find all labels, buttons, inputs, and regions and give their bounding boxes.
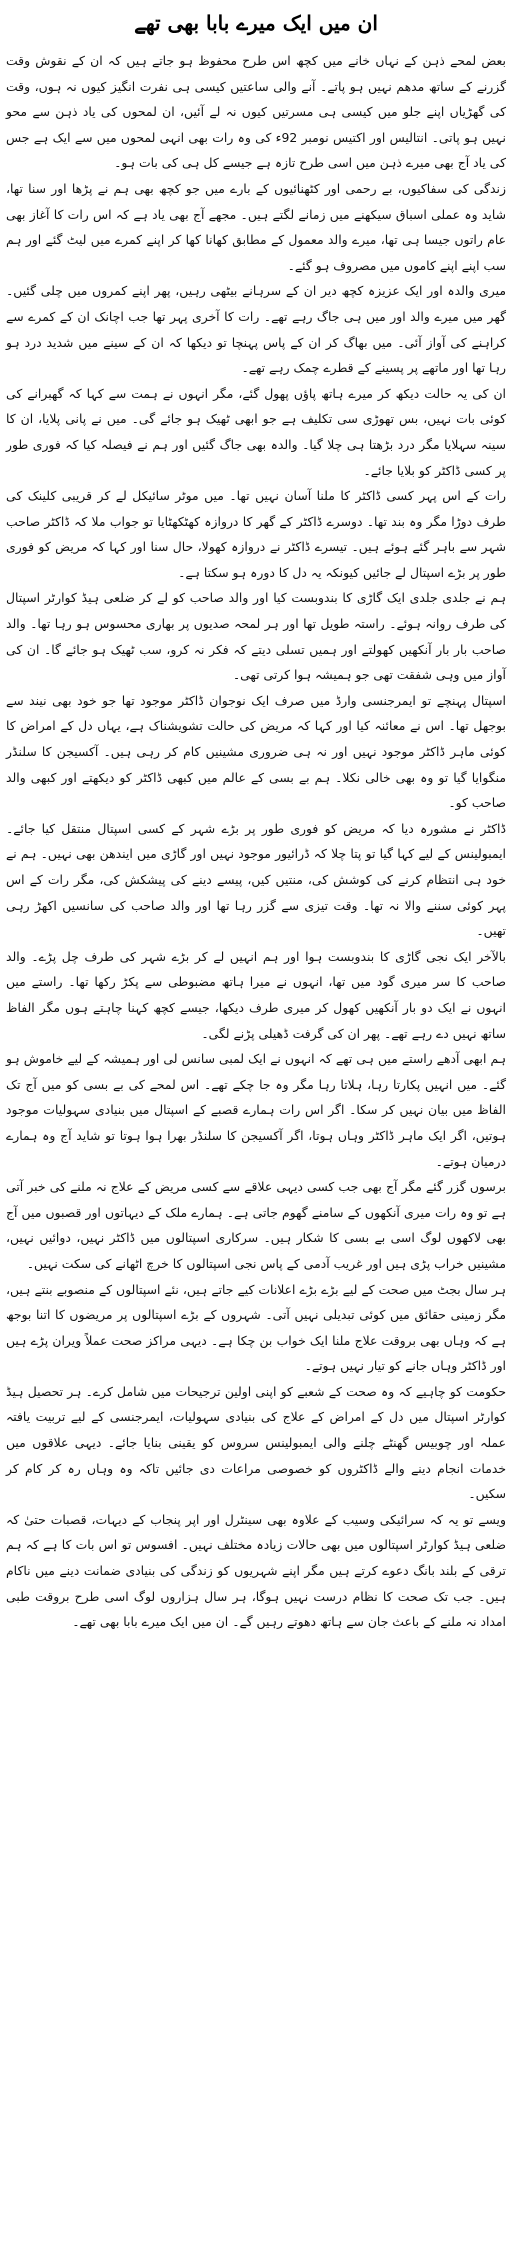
- article-paragraph: ان کی یہ حالت دیکھ کر میرے ہاتھ پاؤں پھول گئے، مگر انہوں نے ہمت سے کہا کہ گھبرانے کی کوئی بات نہیں، بس تھوڑی سی تکلیف ہے جو ابھی ٹھیک ہو جائے گی۔ میں نے پانی پلایا، ان کا سینہ سہلایا مگر درد بڑھتا ہی چلا گیا۔ والدہ بھی جاگ گئیں اور ہم نے فیصلہ کیا کہ فوری طور پر کسی ڈاکٹر کو بلایا جائے۔: [6, 385, 506, 478]
- article-paragraph: برسوں گزر گئے مگر آج بھی جب کسی دیہی علاقے سے کسی مریض کے علاج نہ ملنے کی خبر آتی ہے تو وہ رات میری آنکھوں کے سامنے گھوم جاتی ہے۔ ہمارے ملک کے دیہاتوں اور قصبوں میں آج بھی لاکھوں لوگ اسی بے بسی کا شکار ہیں۔ سرکاری اسپتالوں میں ڈاکٹر نہیں، دوائیں نہیں، مشینیں خراب پڑی ہیں اور غریب آدمی کے پاس نجی اسپتالوں کا خرچ اٹھانے کی سکت نہیں۔: [6, 1179, 506, 1271]
- article-paragraph: میری والدہ اور ایک عزیزہ کچھ دیر ان کے سرہانے بیٹھی رہیں، پھر اپنے کمروں میں چلی گئیں۔ گھر میں میرے والد اور میں ہی جاگ رہے تھے۔ رات کا آخری پہر تھا جب اچانک ان کے کمرے سے کراہنے کی آواز آئی۔ میں بھاگ کر ان کے پاس پہنچا تو دیکھا کہ ان کے سینے میں شدید درد ہو رہا تھا اور ماتھے پر پسینے کے قطرے چمک رہے تھے۔: [6, 283, 506, 376]
- article-paragraph: ہر سال بجٹ میں صحت کے لیے بڑے بڑے اعلانات کیے جاتے ہیں، نئے اسپتالوں کے منصوبے بنتے ہیں، مگر زمینی حقائق میں کوئی تبدیلی نہیں آتی۔ شہروں کے بڑے اسپتالوں پر مریضوں کا اتنا بوجھ ہے کہ وہاں بھی بروقت علاج ملنا ایک خواب بن چکا ہے۔ دیہی مراکز صحت عملاً ویران پڑے ہیں اور ڈاکٹر وہاں جانے کو تیار نہیں ہوتے۔: [6, 1281, 506, 1374]
- article-paragraph: زندگی کی سفاکیوں، بے رحمی اور کٹھنائیوں کے بارے میں جو کچھ بھی ہم نے پڑھا اور سنا تھا، شاید وہ عملی اسباق سیکھنے میں زمانے لگتے ہیں۔ مجھے آج بھی یاد ہے کہ اس رات کا آغاز بھی عام راتوں جیسا ہی تھا، میرے والد معمول کے مطابق کھانا کھا کر اپنے کمرے میں لیٹ گئے اور ہم سب اپنے اپنے کاموں میں مصروف ہو گئے۔: [6, 180, 506, 273]
- article-paragraph: حکومت کو چاہیے کہ وہ صحت کے شعبے کو اپنی اولین ترجیحات میں شامل کرے۔ ہر تحصیل ہیڈ کوارٹر اسپتال میں دل کے امراض کے علاج کی بنیادی سہولیات، ایمرجنسی کے لیے تربیت یافتہ عملہ اور چوبیس گھنٹے چلنے والی ایمبولینس سروس کو یقینی بنایا جائے۔ دیہی علاقوں میں خدمات انجام دینے والے ڈاکٹروں کو خصوصی مراعات دی جائیں تاکہ وہ وہاں رہ کر کام کر سکیں۔: [6, 1383, 506, 1502]
- article-paragraph: بعض لمحے ذہن کے نہاں خانے میں کچھ اس طرح محفوظ ہو جاتے ہیں کہ ان کے نقوش وقت گزرنے کے ساتھ مدھم نہیں ہو پاتے۔ آنے والی ساعتیں کیسی ہی نفرت انگیز کیوں نہ ہوں، وقت کی گھڑیاں اپنے جلو میں کیسی ہی مسرتیں کیوں نہ لے آئیں، ان لمحوں کی یاد ذہن سے محو نہیں ہو پاتی۔ انتالیس اور اکتیس نومبر 92ء کی وہ رات بھی انہی لمحوں میں سے ایک ہے جس کی یاد آج بھی میرے ذہن میں اسی طرح تازہ ہے جیسے کل ہی کی بات ہو۔: [6, 53, 506, 171]
- article-paragraph: رات کے اس پہر کسی ڈاکٹر کا ملنا آسان نہیں تھا۔ میں موٹر سائیکل لے کر قریبی کلینک کی طرف دوڑا مگر وہ بند تھا۔ دوسرے ڈاکٹر کے گھر کا دروازہ کھٹکھٹایا تو جواب ملا کہ ڈاکٹر صاحب شہر سے باہر گئے ہوئے ہیں۔ تیسرے ڈاکٹر نے دروازہ کھولا، حال سنا اور کہا کہ مریض کو فوری طور پر بڑے اسپتال لے جائیں کیونکہ یہ دل کا دورہ ہو سکتا ہے۔: [6, 488, 506, 580]
- article-paragraph: ڈاکٹر نے مشورہ دیا کہ مریض کو فوری طور پر بڑے شہر کے کسی اسپتال منتقل کیا جائے۔ ایمبولینس کے لیے کہا گیا تو پتا چلا کہ ڈرائیور موجود نہیں اور گاڑی میں ایندھن بھی نہیں۔ ہم نے خود ہی انتظام کرنے کی کوشش کی، منتیں کیں، پیسے دینے کی پیشکش کی، مگر رات کے اس پہر کوئی سننے والا نہ تھا۔ وقت تیزی سے گزر رہا تھا اور والد صاحب کی سانسیں اکھڑ رہی تھیں۔: [6, 820, 506, 939]
- article-paragraph: ہم ابھی آدھے راستے میں ہی تھے کہ انہوں نے ایک لمبی سانس لی اور ہمیشہ کے لیے خاموش ہو گئے۔ میں انہیں پکارتا رہا، ہلاتا رہا مگر وہ جا چکے تھے۔ اس لمحے کی بے بسی کو میں آج تک الفاظ میں بیان نہیں کر سکا۔ اگر اس رات ہمارے قصبے کے اسپتال میں بنیادی سہولیات موجود ہوتیں، اگر ایک ماہر ڈاکٹر وہاں ہوتا، اگر آکسیجن کا سلنڈر بھرا ہوا ہوتا تو شاید آج وہ ہمارے درمیان ہوتے۔: [6, 1051, 506, 1169]
- article-body: [6, 48, 506, 1635]
- article-paragraph: اسپتال پہنچے تو ایمرجنسی وارڈ میں صرف ایک نوجوان ڈاکٹر موجود تھا جو خود بھی نیند سے بوجھل تھا۔ اس نے معائنہ کیا اور کہا کہ مریض کی حالت تشویشناک ہے، یہاں دل کے امراض کا کوئی ماہر ڈاکٹر موجود نہیں اور نہ ہی ضروری مشینیں کام کر رہی ہیں۔ آکسیجن کا سلنڈر منگوایا گیا تو وہ بھی خالی نکلا۔ ہم بے بسی کے عالم میں کبھی ڈاکٹر کو دیکھتے اور کبھی والد صاحب کو۔: [6, 692, 506, 811]
- article-paragraph: ویسے تو یہ کہ سرائیکی وسیب کے علاوہ بھی سینٹرل اور اپر پنجاب کے دیہات، قصبات حتیٰ کہ ضلعی ہیڈ کوارٹر اسپتالوں میں بھی حالات زیادہ مختلف نہیں۔ افسوس تو اس بات کا ہے کہ ہم ترقی کے بلند بانگ دعوے کرتے ہیں مگر اپنے شہریوں کو زندگی کی بنیادی ضمانت دینے میں ناکام ہیں۔ جب تک صحت کا نظام درست نہیں ہوگا، ہر سال ہزاروں لوگ اسی طرح بروقت طبی امداد نہ ملنے کے باعث جان سے ہاتھ دھوتے رہیں گے۔ ان میں ایک میرے بابا بھی تھے۔: [6, 1511, 506, 1630]
- article-paragraph: ہم نے جلدی جلدی ایک گاڑی کا بندوبست کیا اور والد صاحب کو لے کر ضلعی ہیڈ کوارٹر اسپتال کی طرف روانہ ہوئے۔ راستہ طویل تھا اور ہر لمحہ صدیوں پر بھاری محسوس ہو رہا تھا۔ والد صاحب بار بار آنکھیں کھولتے اور ہمیں تسلی دیتے کہ فکر نہ کرو، سب ٹھیک ہو جائے گا۔ ان کی آواز میں وہی شفقت تھی جو ہمیشہ ہوا کرتی تھی۔: [6, 590, 506, 683]
- article-paragraph: بالآخر ایک نجی گاڑی کا بندوبست ہوا اور ہم انہیں لے کر بڑے شہر کی طرف چل پڑے۔ والد صاحب کا سر میری گود میں تھا، انہوں نے میرا ہاتھ مضبوطی سے پکڑ رکھا تھا۔ راستے میں انہوں نے ایک دو بار آنکھیں کھول کر میری طرف دیکھا، جیسے کچھ کہنا چاہتے ہوں مگر الفاظ ساتھ نہیں دے رہے تھے۔ پھر ان کی گرفت ڈھیلی پڑنے لگی۔: [6, 948, 506, 1041]
- article-headline: ان میں ایک میرے بابا بھی تھے: [134, 11, 378, 35]
